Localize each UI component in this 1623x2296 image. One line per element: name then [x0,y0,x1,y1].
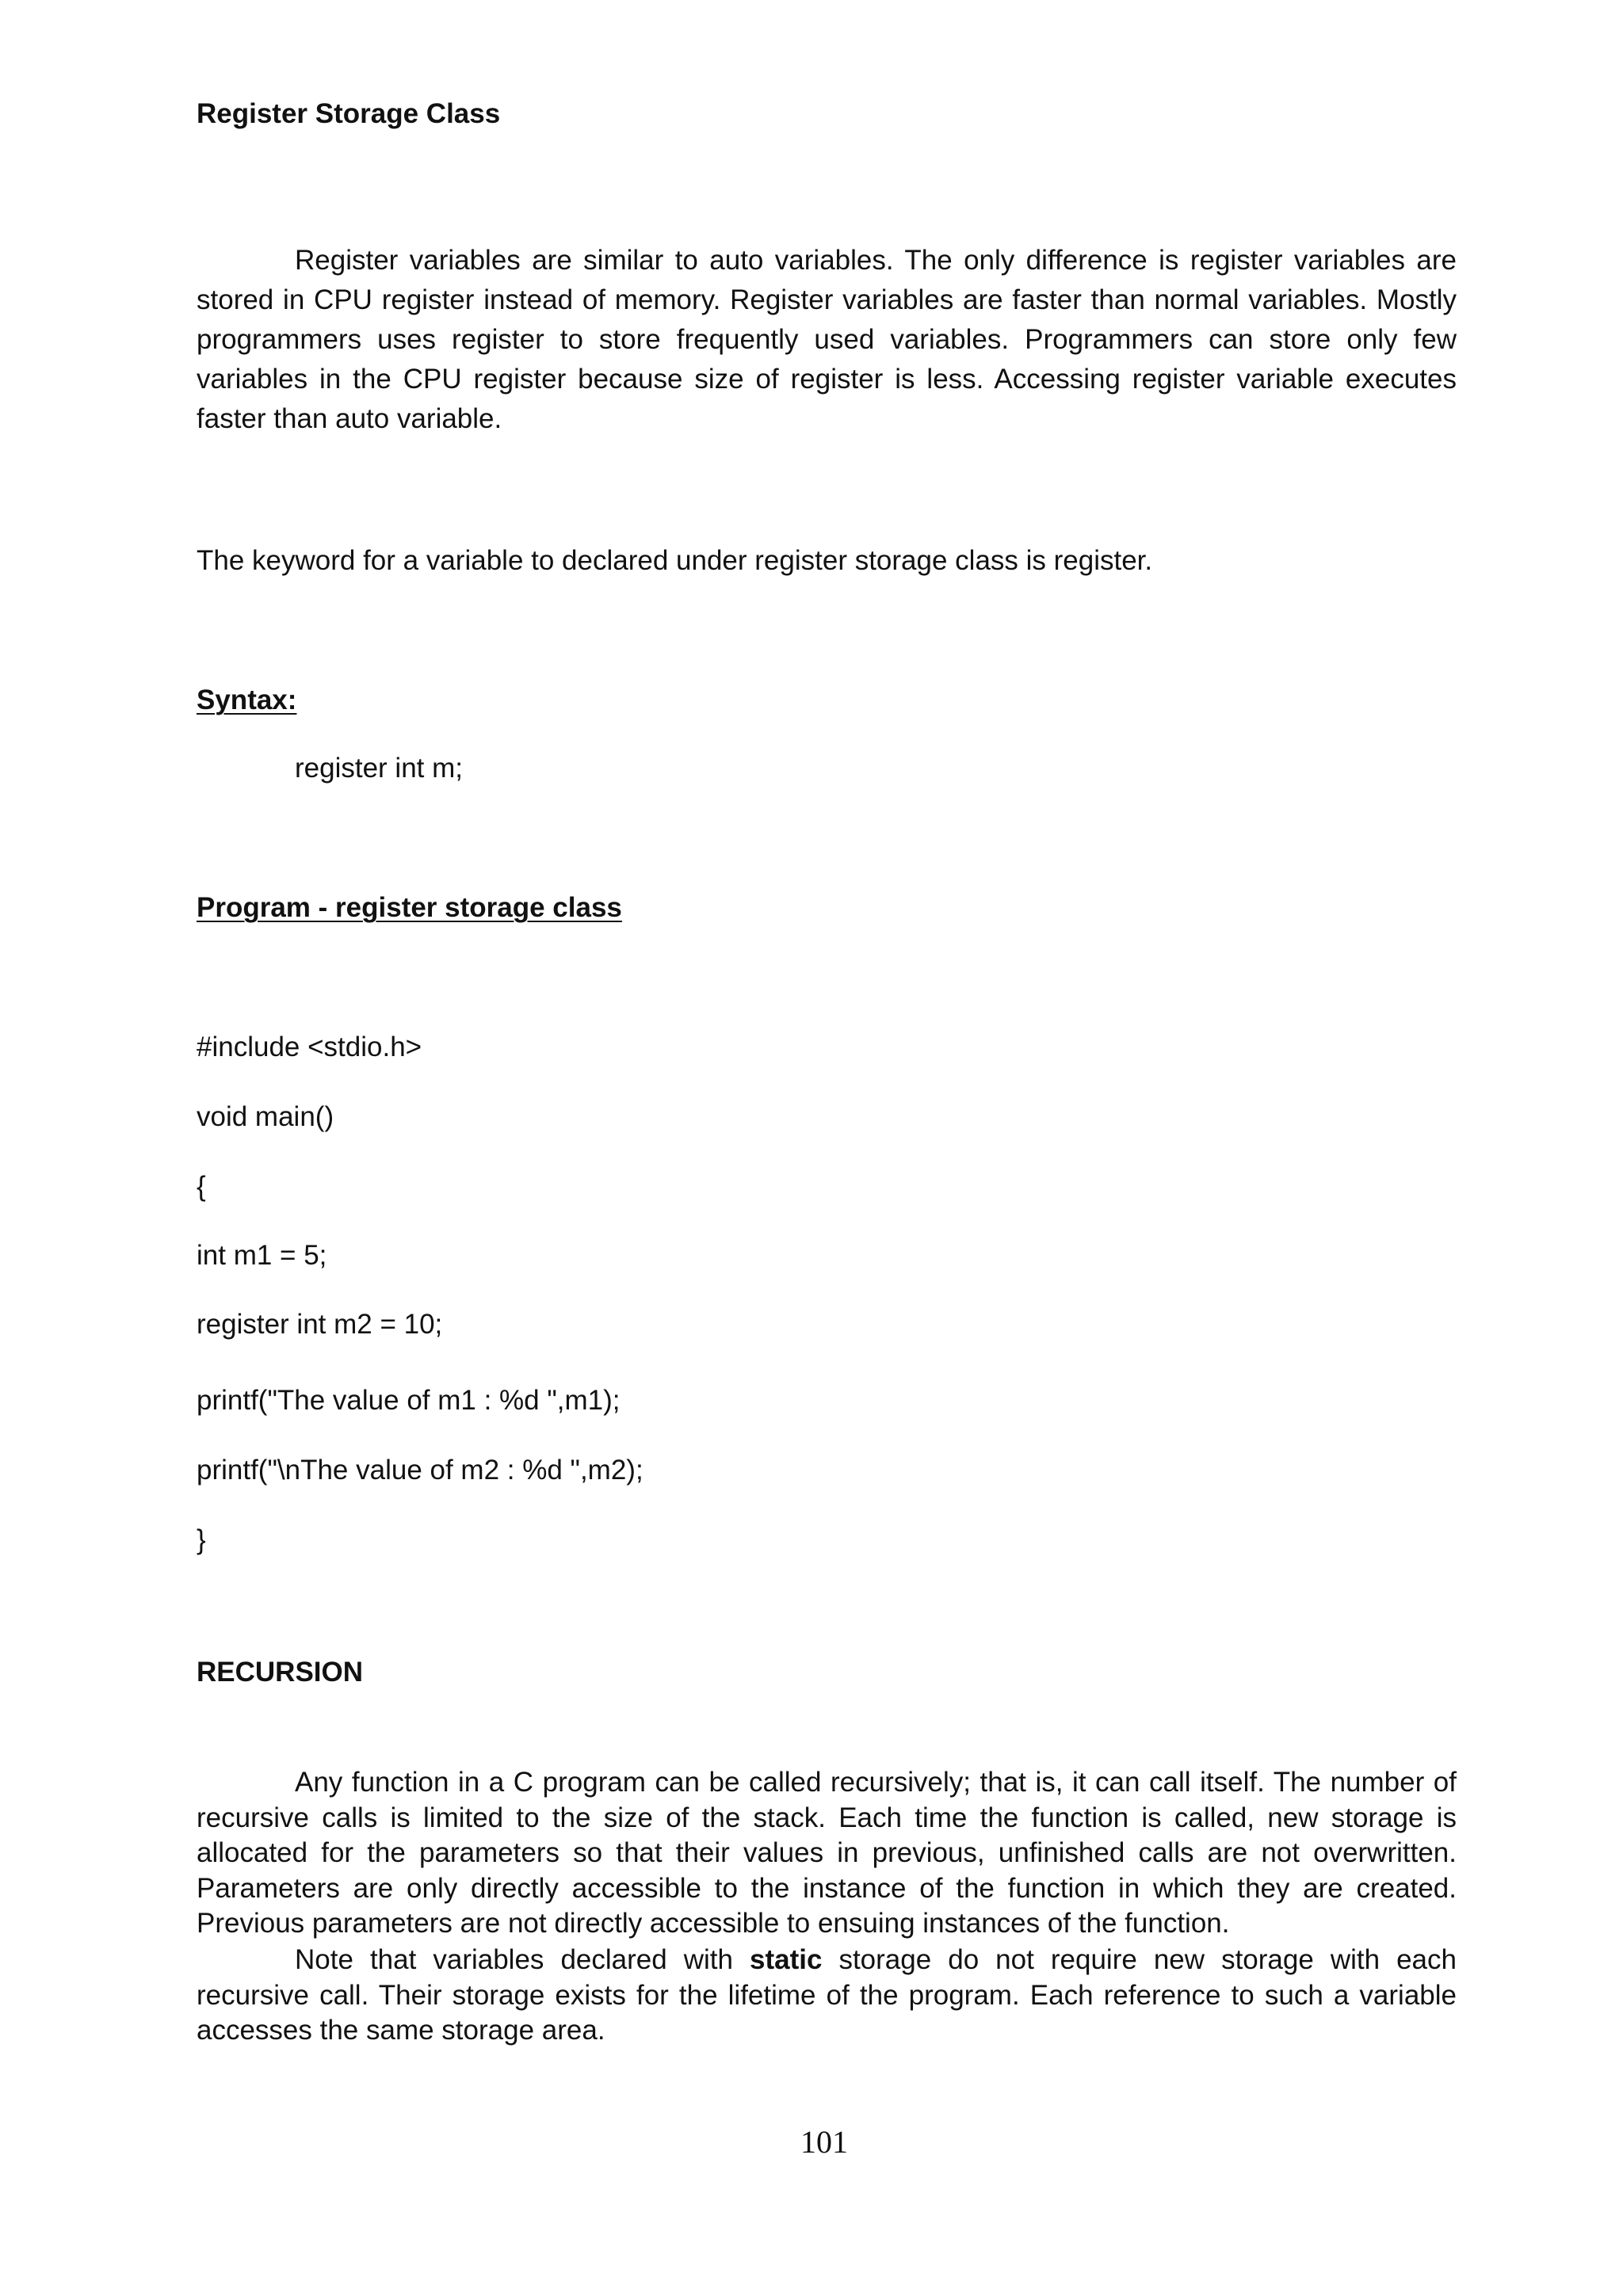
recursion-paragraph: Any function in a C program can be called recursively; that is, it can call itself. The number of recursive calls is limited to the size of the stack. Each time the function is called, new storage is allocated for the parameters so that their values in previous, unfinished calls are not overwritten. Parameters are only directly accessible to the instance of the function in which they are created. Previous parameters are not directly accessible to ensuing instances of the function. [197,1767,1457,1939]
static-note-after: storage do not require new storage with each recursive call. Their storage exists for the lifetime of the program. Each reference to such a variable accesses the same storage area. [197,1944,1457,2046]
code-line: printf("\nThe value of m2 : %d ",m2); [197,1455,643,1486]
static-note-paragraph [197,1943,1457,2049]
code-line: register int m2 = 10; [197,1309,443,1340]
code-line: printf("The value of m1 : %d ",m1); [197,1385,621,1416]
intro-paragraph: Register variables are similar to auto variables. The only difference is register variables are stored in CPU register instead of memory. Register variables are faster than normal variables. Mostly programmers uses register to store frequently used variables. Programmers can store only few variables in the CPU register because size of register is less. Accessing register variable executes faster than auto variable. [197,245,1457,434]
static-keyword: static [750,1944,823,1975]
recursion-heading: RECURSION [197,1657,364,1688]
section-title: Register Storage Class [197,98,501,129]
page-number: 101 [800,2124,848,2160]
code-line: int m1 = 5; [197,1240,327,1271]
keyword-sentence: The keyword for a variable to declared under register storage class is register. [197,545,1153,576]
code-line: { [197,1171,206,1202]
static-note-before: Note that variables declared with [295,1944,750,1975]
syntax-heading: Syntax: [197,685,297,715]
program-heading: Program - register storage class [197,892,622,923]
code-line: #include <stdio.h> [197,1032,422,1062]
code-line: void main() [197,1101,334,1132]
code-line: } [197,1524,206,1555]
syntax-code: register int m; [295,753,463,784]
